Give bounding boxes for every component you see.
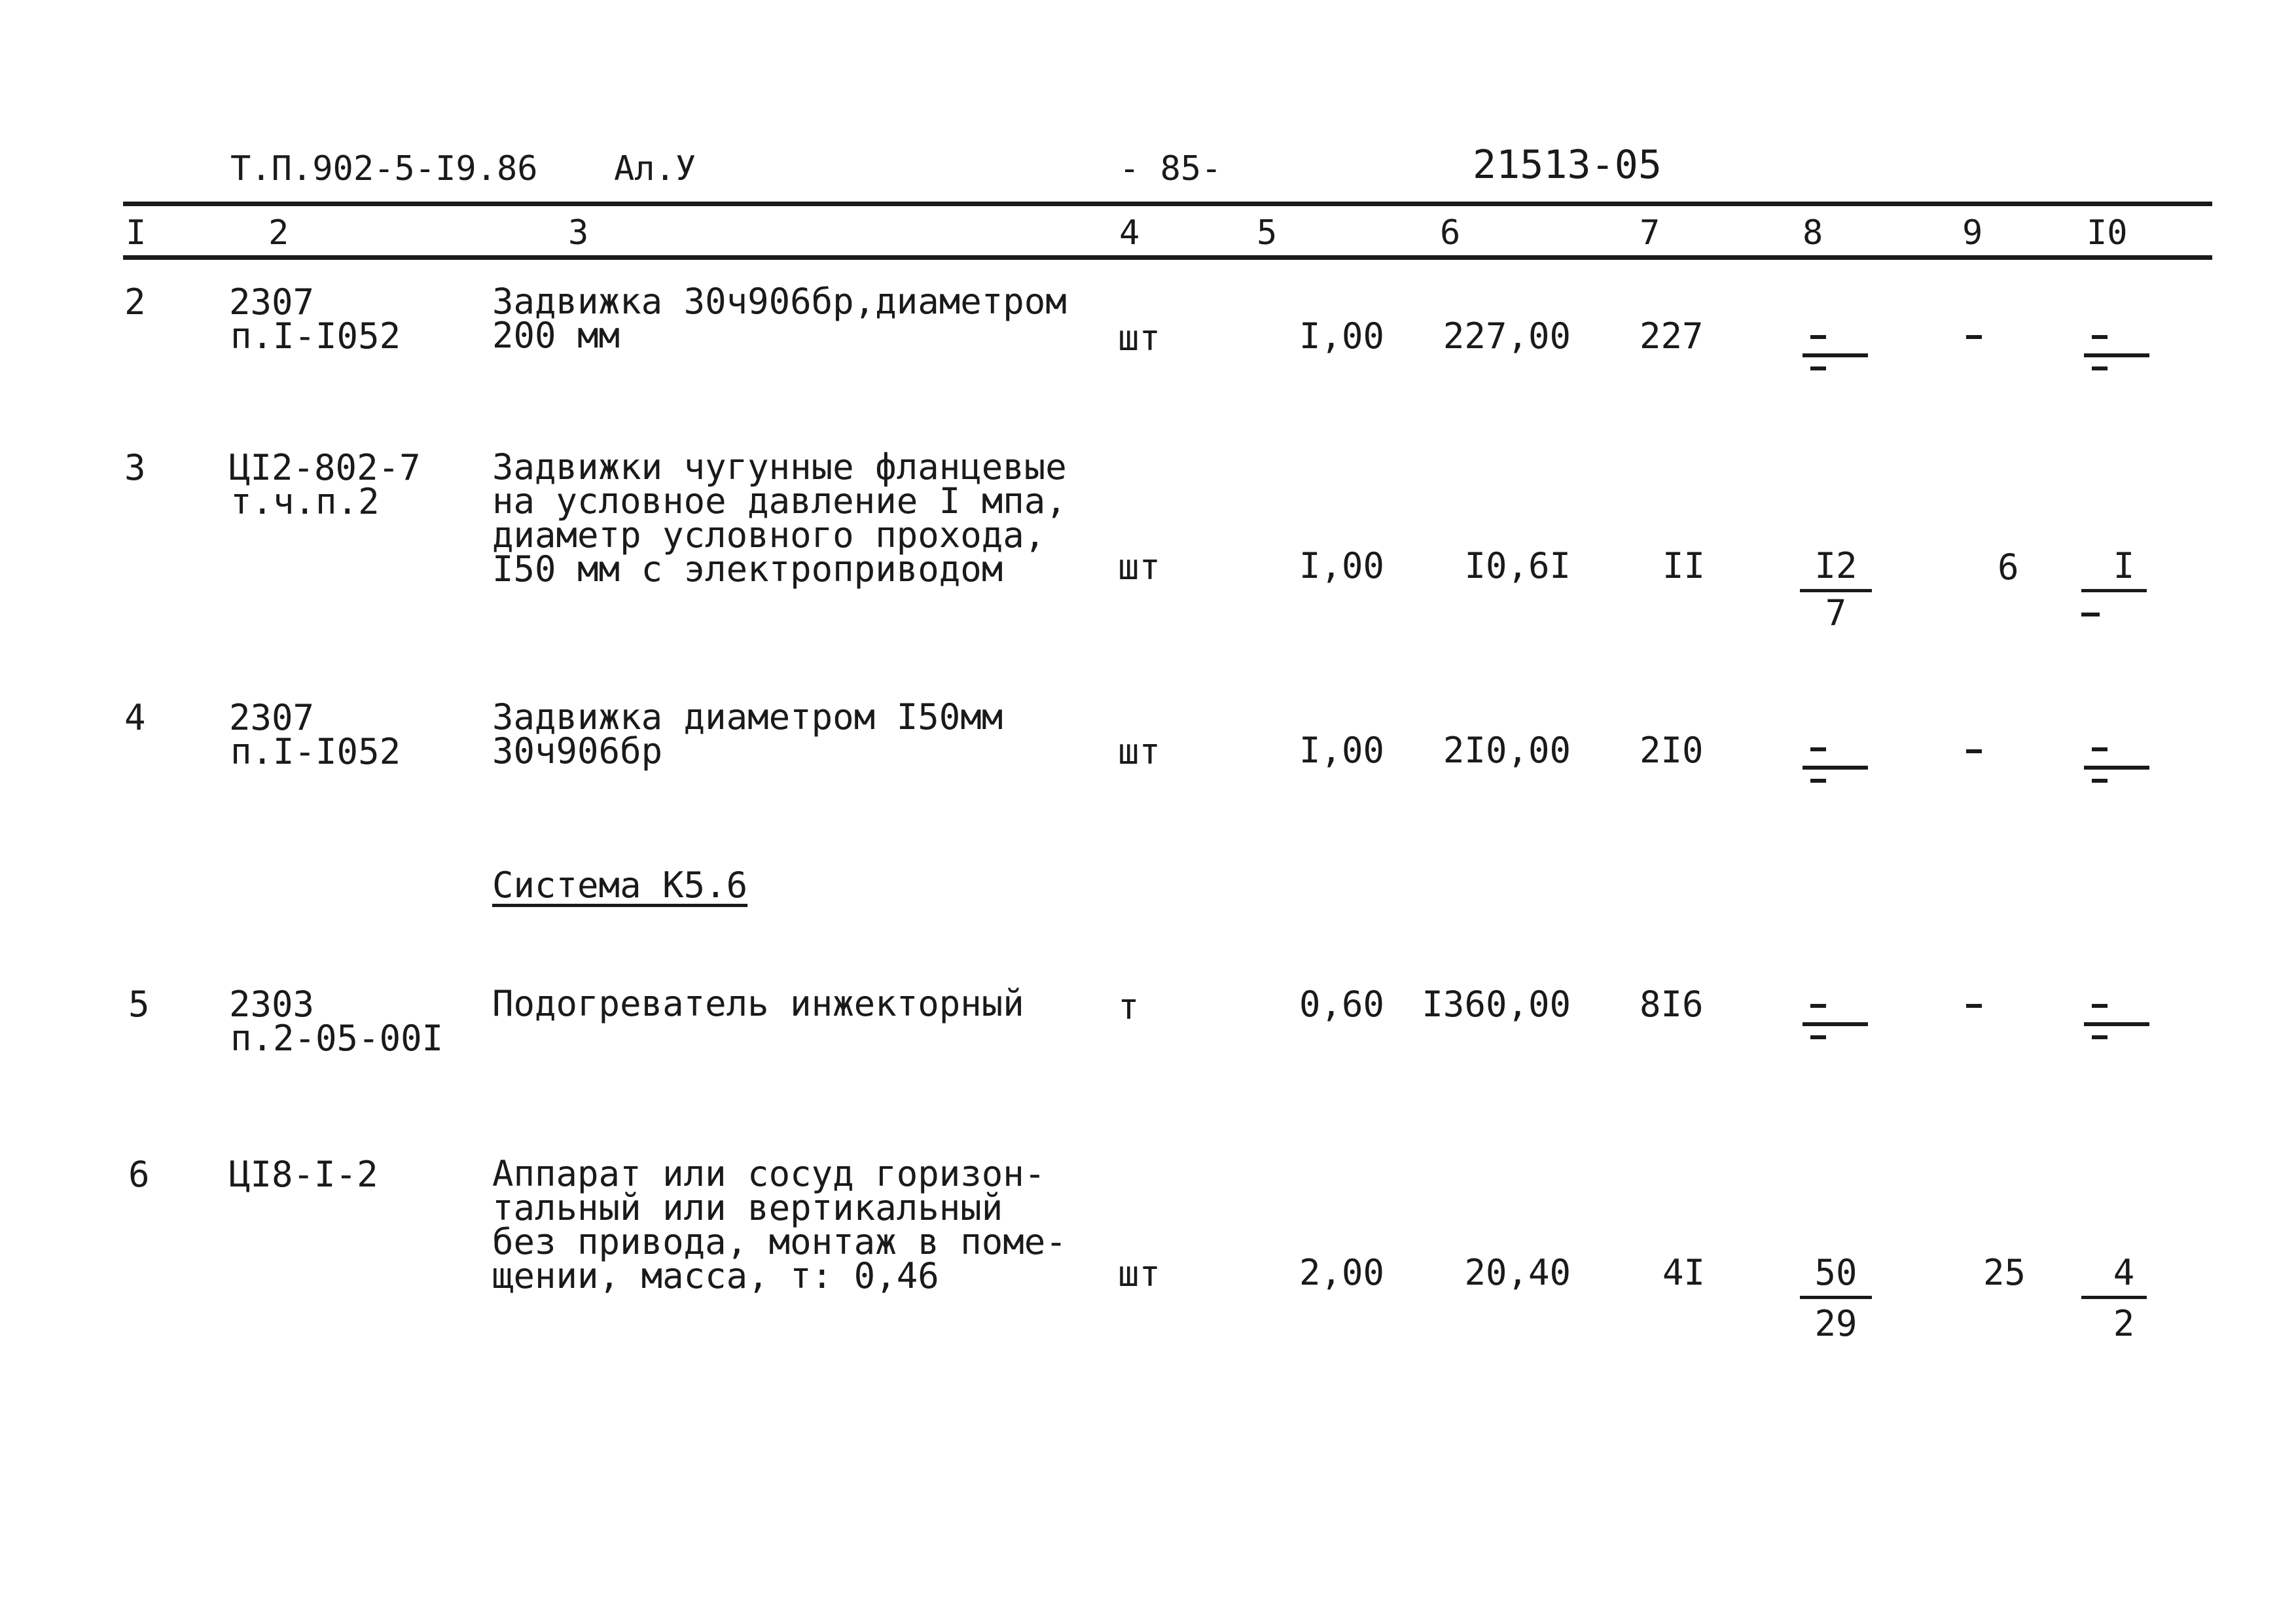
row-col9-empty: [1966, 1004, 1982, 1008]
row-col8-fraction: [1800, 1252, 1872, 1344]
row-unit: т: [1118, 986, 1139, 1027]
row-col9-empty: [1966, 335, 1982, 339]
row-unit-price: I360,00: [1422, 984, 1571, 1025]
fraction-numerator: I2: [1814, 545, 1857, 586]
row-col9-empty: [1966, 749, 1982, 753]
row-total: II: [1662, 545, 1706, 586]
row-col8-fraction: [1800, 545, 1872, 633]
col-header-2: 2: [268, 213, 289, 253]
col-header-1: I: [126, 213, 147, 253]
col-header-4: 4: [1119, 213, 1140, 253]
row-description: Задвижки чугунные фланцевые на условное давление I мпа, диаметр условного прохода, I50 мм с электроприводом: [492, 446, 1067, 590]
row-code-ref: т.ч.п.2: [230, 481, 380, 522]
row-code-ref: п.I-I052: [230, 315, 401, 357]
header-bottom-rule: [123, 255, 2212, 260]
row-code: ЦI2-802-7: [229, 447, 421, 488]
row-total: 2I0: [1640, 730, 1704, 771]
row-quantity: I,00: [1299, 315, 1384, 357]
col-header-6: 6: [1440, 213, 1461, 253]
row-col10-fraction: [2081, 1252, 2147, 1344]
row-quantity: 0,60: [1299, 984, 1384, 1025]
row-number: 5: [128, 984, 150, 1025]
fraction-denominator: 2: [2113, 1303, 2135, 1344]
row-description: Задвижка диаметром I50мм 30ч906бр: [492, 696, 1003, 772]
row-code-ref: п.I-I052: [230, 731, 401, 772]
row-quantity: 2,00: [1299, 1252, 1384, 1293]
page-number: - 85-: [1119, 149, 1222, 188]
row-description: Задвижка 30ч906бр,диаметром 200 мм: [492, 281, 1067, 356]
row-total: 8I6: [1640, 984, 1704, 1025]
fraction-numerator: 50: [1814, 1252, 1857, 1293]
doc-code: Т.П.902-5-I9.86: [230, 149, 538, 188]
row-unit-price: I0,6I: [1464, 545, 1571, 586]
section-title: Система К5.6: [492, 865, 748, 906]
row-code: 2303: [229, 984, 315, 1025]
row-col9: 25: [1983, 1252, 2026, 1293]
row-number: 6: [128, 1154, 150, 1195]
fraction-denominator: 7: [1825, 592, 1847, 633]
col-header-3: 3: [568, 213, 589, 253]
row-quantity: I,00: [1299, 545, 1384, 586]
row-col10-fraction: [2081, 545, 2147, 633]
row-total: 4I: [1662, 1252, 1706, 1293]
row-unit: шт: [1118, 1253, 1161, 1294]
row-unit-price: 2I0,00: [1443, 730, 1571, 771]
inventory-number: 21513-05: [1473, 142, 1662, 188]
col-header-9: 9: [1962, 213, 1983, 253]
row-code: ЦI8-I-2: [229, 1154, 378, 1195]
col-header-8: 8: [1803, 213, 1823, 253]
row-total: 227: [1640, 315, 1704, 357]
col-header-7: 7: [1640, 213, 1660, 253]
row-unit: шт: [1118, 731, 1161, 772]
row-code: 2307: [229, 281, 315, 323]
row-number: 3: [124, 447, 146, 488]
row-description: Подогреватель инжекторный: [492, 983, 1024, 1024]
fraction-denominator: 29: [1814, 1303, 1857, 1344]
table-top-rule: [123, 202, 2212, 206]
row-unit: шт: [1118, 546, 1161, 588]
row-number: 4: [124, 697, 146, 738]
row-code-ref: п.2-05-00I: [230, 1018, 444, 1059]
row-description: Аппарат или сосуд горизон- тальный или вертикальный без привода, монтаж в поме- щении, масса, т: 0,46: [492, 1153, 1067, 1296]
row-number: 2: [124, 281, 146, 323]
row-unit-price: 227,00: [1443, 315, 1571, 357]
fraction-numerator: I: [2113, 545, 2135, 586]
fraction-numerator: 4: [2113, 1252, 2135, 1293]
col-header-10: I0: [2087, 213, 2128, 253]
row-unit-price: 20,40: [1464, 1252, 1571, 1293]
row-col9: 6: [1998, 546, 2019, 588]
row-code: 2307: [229, 697, 315, 738]
album-label: Ал.У: [614, 149, 696, 188]
col-header-5: 5: [1257, 213, 1278, 253]
row-unit: шт: [1118, 317, 1161, 359]
fraction-denominator-dash: [2081, 613, 2100, 616]
row-quantity: I,00: [1299, 730, 1384, 771]
